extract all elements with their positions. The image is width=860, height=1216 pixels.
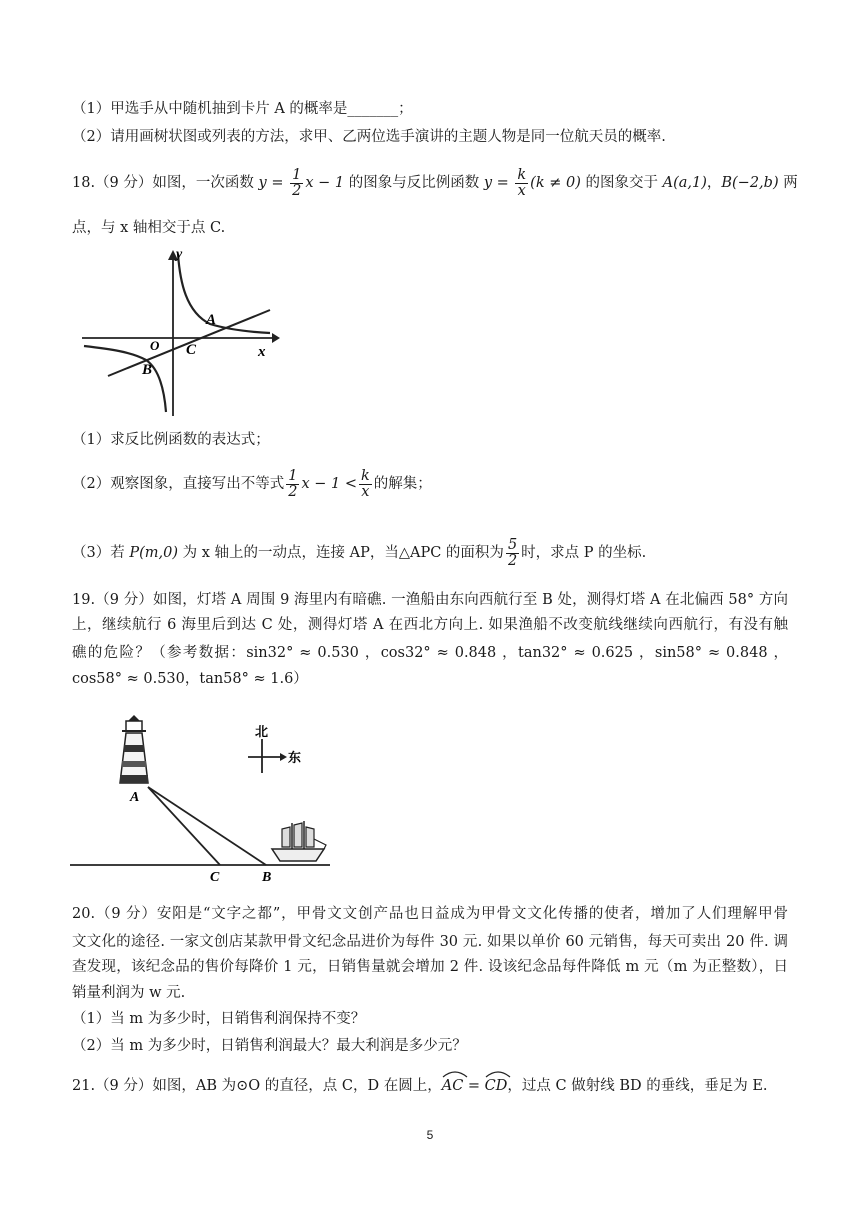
- q18-sub2-b: x − 1 <: [301, 476, 357, 492]
- compass-east-label: 东: [288, 751, 302, 766]
- q21-arc-cd-text: CD: [484, 1078, 508, 1094]
- q18-frac-k-num: k: [517, 166, 527, 183]
- q18-sub3-c: 时，求点 P 的坐标.: [521, 545, 647, 561]
- q20-line2: 文文化的途径. 一家文创店某款甲骨文纪念品进价为每件 30 元. 如果以单价 60 元销售，每天可卖出 20 件. 调: [72, 934, 788, 950]
- q18-frac-k-den: x: [517, 182, 526, 199]
- q18-sub2-frac-k-num: k: [361, 467, 370, 484]
- q19-line4: cos58° ≈ 0.530，tan58° ≈ 1.6）: [72, 671, 308, 687]
- q18-stem-line2: 点，与 x 轴相交于点 C.: [72, 220, 226, 236]
- q18-expr-a: x − 1: [305, 175, 345, 191]
- q18-sub3-frac: [506, 538, 519, 569]
- arc-mark-icon: [442, 1070, 468, 1078]
- q18-sub3-frac-den: 2: [507, 552, 518, 569]
- q18-sub1: （1）求反比例函数的表达式；: [72, 432, 270, 448]
- q21-arc-ac: [442, 1072, 464, 1100]
- lighthouse-icon: [120, 715, 148, 783]
- q18-frac-half-num: 1: [292, 166, 302, 183]
- graph-label-origin: O: [150, 338, 160, 353]
- compass-icon: [248, 739, 287, 773]
- graph-label-a: A: [206, 312, 217, 328]
- q18-point-a: A(a,1): [662, 175, 707, 191]
- q18-y2: y =: [483, 175, 509, 191]
- q21-line1-b: ，过点 C 做射线 BD 的垂线，垂足为 E.: [507, 1078, 768, 1094]
- q21-arc-ac-text: AC: [441, 1078, 464, 1094]
- q19-line2: 上，继续航行 6 海里后到达 C 处，测得灯塔 A 在西北方向上. 如果渔船不改变航线继续向西航行，有没有触: [72, 617, 788, 633]
- graph-label-y: y: [176, 247, 183, 262]
- q18-sub2-frac-half-den: 2: [288, 483, 298, 500]
- hyperbola-branch-upper: [178, 254, 270, 333]
- q18-head-b: 的图象与反比例函数: [344, 175, 484, 191]
- page-number: 5: [426, 1128, 434, 1142]
- compass-north-label: 北: [255, 725, 269, 740]
- line-ac: [148, 787, 220, 865]
- q18-sub2-frac-k-den: x: [361, 483, 370, 500]
- q18-head-a: 18.（9 分）如图，一次函数: [72, 175, 259, 191]
- q18-sub3: [72, 534, 646, 572]
- q20-line1: 20.（9 分）安阳是“文字之都”，甲骨文文创产品也日益成为甲骨文文化传播的使者，增加了人们理解甲骨: [72, 906, 788, 922]
- graph-label-b: B: [142, 362, 153, 378]
- q18-stem-line1: [72, 164, 798, 202]
- q21-arc-cd: [485, 1072, 508, 1100]
- q18-cond: (k ≠ 0): [530, 175, 581, 191]
- q18-sub3-b: 为 x 轴上的一动点，连接 AP，当△APC 的面积为: [178, 545, 504, 561]
- q21-eq: =: [463, 1078, 485, 1094]
- q20-line3: 查发现，该纪念品的售价每降价 1 元，日销售量就会增加 2 件. 设该纪念品每件降低 m 元（m 为正整数），日: [72, 959, 788, 975]
- q18-sub2-frac-half: [286, 469, 299, 500]
- arc-mark-icon: [485, 1070, 511, 1078]
- q18-sub2: [72, 465, 432, 503]
- q18-frac-half-den: 2: [292, 182, 302, 199]
- q18-frac-half: [290, 168, 303, 199]
- q18-function-graph: [80, 242, 280, 420]
- x-axis-arrow-icon: [272, 333, 280, 343]
- q18-point-b: B(−2,b): [721, 175, 779, 191]
- boat-icon: [272, 821, 326, 861]
- q18-comma: ，: [706, 175, 722, 191]
- q18-sub2-c: 的解集；: [373, 476, 432, 492]
- q18-sub2-frac-k: [359, 469, 372, 500]
- q18-sub3-p: P(m,0): [129, 545, 178, 561]
- q19-line3: 礁的危险？（参考数据：sin32° ≈ 0.530 ，cos32° ≈ 0.848 ，tan32° ≈ 0.625 ，sin58° ≈ 0.848 ，: [72, 645, 788, 661]
- figure-label-a: A: [130, 790, 140, 805]
- q18-sub3-frac-num: 5: [507, 536, 518, 553]
- q20-line4: 销量利润为 w 元.: [72, 985, 186, 1001]
- q18-y1: y =: [258, 175, 284, 191]
- q17-sub2: （2）请用画树状图或列表的方法，求甲、乙两位选手演讲的主题人物是同一位航天员的概率.: [72, 129, 666, 145]
- line-ab: [148, 787, 266, 865]
- q20-sub1: （1）当 m 为多少时，日销售利润保持不变？: [72, 1011, 366, 1027]
- figure-label-c: C: [210, 870, 220, 885]
- q18-frac-k: [515, 168, 528, 199]
- q21-line1: [72, 1072, 768, 1100]
- hyperbola-branch-lower: [84, 346, 166, 412]
- figure-label-b: B: [262, 870, 272, 885]
- q18-sub2-frac-half-num: 1: [288, 467, 298, 484]
- q20-sub2: （2）当 m 为多少时，日销售利润最大？最大利润是多少元？: [72, 1038, 467, 1054]
- q18-head-d: 两: [778, 175, 798, 191]
- graph-label-x: x: [258, 344, 266, 360]
- q19-line1: 19.（9 分）如图，灯塔 A 周围 9 海里内有暗礁. 一渔船由东向西航行至 B 处，测得灯塔 A 在北偏西 58° 方向: [72, 592, 788, 608]
- q18-head-c: 的图象交于: [580, 175, 663, 191]
- q18-sub3-a: （3）若: [72, 545, 130, 561]
- q17-sub1: （1）甲选手从中随机抽到卡片 A 的概率是_______；: [72, 101, 413, 117]
- q21-line1-a: 21.（9 分）如图，AB 为⊙O 的直径，点 C，D 在圆上，: [72, 1078, 442, 1094]
- q18-sub2-a: （2）观察图象，直接写出不等式: [72, 476, 285, 492]
- graph-label-c: C: [186, 342, 197, 358]
- q19-lighthouse-figure: [68, 705, 338, 885]
